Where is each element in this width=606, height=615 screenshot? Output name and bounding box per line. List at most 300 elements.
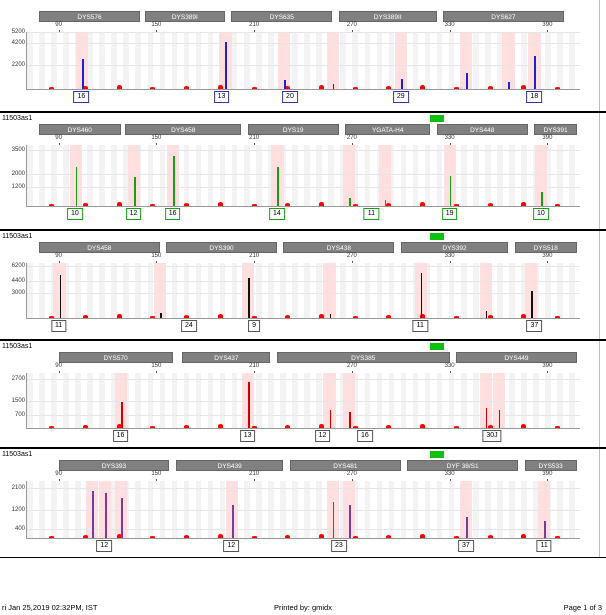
panel-right-rule: [599, 449, 600, 557]
allele-call-box[interactable]: 16: [357, 430, 373, 442]
marker-locus-label[interactable]: DYS448: [437, 124, 528, 135]
baseline-artifact: [386, 315, 391, 318]
allele-band: [379, 145, 391, 206]
x-axis-tick-label: 390: [542, 253, 553, 259]
bin-band: [148, 263, 154, 318]
bin-band: [304, 32, 310, 89]
marker-locus-label[interactable]: DYS518: [515, 242, 577, 253]
footer-timestamp: ri Jan 25,2019 02:32PM, IST: [2, 603, 98, 612]
peak-trace: [121, 402, 123, 428]
peak-trace: [330, 314, 332, 318]
allele-call-row: [26, 90, 580, 103]
allele-call-row: [26, 539, 580, 552]
bin-band: [557, 145, 563, 206]
x-axis-tick-label: 90: [55, 363, 62, 369]
baseline-artifact: [386, 425, 391, 428]
y-axis-tick-label: 4400: [11, 278, 25, 285]
bin-band: [256, 263, 262, 318]
baseline-artifact: [49, 426, 54, 428]
y-axis-tick-label: 4200: [11, 39, 25, 46]
marker-locus-label[interactable]: DYS393: [59, 460, 170, 471]
bin-band: [473, 32, 479, 89]
bin-band: [557, 32, 563, 89]
marker-locus-label[interactable]: DYS389I: [145, 11, 225, 22]
x-axis-tick-label: 390: [542, 363, 553, 369]
bin-band: [521, 145, 527, 206]
marker-locus-label[interactable]: DYS458: [125, 124, 241, 135]
baseline-artifact: [319, 424, 324, 428]
x-axis-tick-label: 270: [346, 363, 357, 369]
bin-band: [352, 32, 358, 89]
baseline-artifact: [83, 203, 88, 206]
allele-band: [480, 263, 492, 318]
marker-locus-label[interactable]: DYS576: [39, 11, 140, 22]
peak-trace: [330, 410, 332, 428]
allele-call-box[interactable]: 23: [331, 540, 347, 552]
allele-call-row: [26, 207, 580, 220]
bin-band: [340, 263, 346, 318]
x-axis-tick-label: 210: [249, 22, 260, 28]
allele-call-box[interactable]: 30J: [482, 430, 501, 442]
bin-band: [449, 263, 455, 318]
marker-locus-label[interactable]: DYS635: [231, 11, 332, 22]
y-axis-tick-label: 2700: [11, 375, 25, 382]
baseline-artifact: [319, 534, 324, 538]
x-axis-tick-label: 210: [249, 253, 260, 259]
y-axis-tick-label: 700: [14, 412, 25, 419]
marker-locus-label[interactable]: DYF 38/S1: [407, 460, 518, 471]
baseline-artifact: [555, 316, 560, 318]
allele-call-box[interactable]: 16: [113, 430, 129, 442]
baseline-artifact: [353, 426, 358, 428]
panel-right-rule: [599, 0, 600, 111]
marker-locus-label[interactable]: DYS460: [39, 124, 120, 135]
baseline-artifact: [488, 86, 493, 89]
y-gridline: [27, 510, 580, 511]
peak-trace: [466, 517, 468, 538]
bin-band: [27, 32, 33, 89]
bin-band: [316, 145, 322, 206]
status-flag-icon: [430, 451, 444, 458]
bin-band: [485, 32, 491, 89]
y-axis-tick-label: 400: [14, 525, 25, 532]
allele-call-box[interactable]: 37: [526, 320, 542, 332]
baseline-artifact: [454, 536, 459, 538]
peak-trace: [225, 42, 227, 89]
bin-band: [377, 32, 383, 89]
allele-call-box[interactable]: 12: [223, 540, 239, 552]
x-axis: [26, 135, 580, 145]
panel-3: [0, 230, 606, 340]
baseline-artifact: [252, 426, 257, 428]
baseline-artifact: [319, 85, 324, 89]
x-axis-tick-label: 330: [444, 363, 455, 369]
trace-plot[interactable]: [11, 263, 580, 319]
peak-trace: [134, 177, 136, 206]
allele-call-box[interactable]: 11: [364, 208, 379, 220]
allele-call-row: [26, 429, 580, 442]
x-axis-tick-label: 90: [55, 22, 62, 28]
bin-band: [425, 32, 431, 89]
bin-band: [244, 145, 250, 206]
y-gridline: [27, 401, 580, 402]
bin-band: [39, 32, 45, 89]
peak-trace: [531, 291, 533, 318]
bin-band: [172, 32, 178, 89]
allele-band: [502, 32, 514, 89]
marker-bar: [26, 352, 580, 363]
allele-call-box[interactable]: 14: [269, 208, 285, 220]
marker-locus-label[interactable]: DYS385: [277, 352, 450, 363]
bin-band: [340, 32, 346, 89]
marker-locus-label[interactable]: DYS392: [401, 242, 509, 253]
allele-call-box[interactable]: 37: [458, 540, 474, 552]
peak-trace: [349, 412, 351, 429]
marker-locus-label[interactable]: DYS391: [534, 124, 576, 135]
bin-band: [220, 145, 226, 206]
baseline-artifact: [386, 86, 391, 89]
baseline-artifact: [184, 86, 189, 89]
bin-band: [437, 145, 443, 206]
bin-band: [292, 32, 298, 89]
bin-band: [365, 263, 371, 318]
bin-band: [160, 145, 166, 206]
baseline-artifact: [285, 315, 290, 318]
panel-right-rule: [599, 113, 600, 229]
panel-header: [0, 231, 606, 242]
panel-2: [0, 112, 606, 230]
allele-call-box[interactable]: 13: [240, 430, 256, 442]
allele-call-box[interactable]: 16: [165, 208, 181, 220]
y-axis-tick-label: 2200: [11, 61, 25, 68]
bin-band: [196, 263, 202, 318]
sample-id-label: 11503as1: [2, 451, 33, 458]
bin-band: [377, 263, 383, 318]
status-flag-icon: [430, 115, 444, 122]
x-axis: [26, 22, 580, 32]
x-axis-tick-label: 150: [151, 471, 162, 477]
x-axis-tick-label: 150: [151, 253, 162, 259]
allele-call-box[interactable]: 13: [214, 91, 230, 103]
bin-band: [111, 32, 117, 89]
baseline-artifact: [117, 314, 122, 318]
bin-band: [208, 32, 214, 89]
peak-trace: [385, 200, 387, 206]
peak-trace: [248, 382, 250, 428]
panel-4: [0, 340, 606, 448]
x-axis-tick-label: 150: [151, 363, 162, 369]
bin-band: [232, 145, 238, 206]
bin-band: [87, 145, 93, 206]
bin-band: [39, 263, 45, 318]
marker-bar: [26, 124, 580, 135]
x-axis-tick-label: 330: [444, 471, 455, 477]
bin-band: [509, 145, 515, 206]
bin-band: [473, 263, 479, 318]
bin-band: [232, 32, 238, 89]
y-gridline: [27, 293, 580, 294]
bin-band: [148, 145, 154, 206]
trace-plot[interactable]: [11, 481, 580, 539]
allele-band: [323, 263, 335, 318]
bin-band: [135, 263, 141, 318]
marker-locus-label[interactable]: DYS458: [39, 242, 160, 253]
baseline-artifact: [285, 203, 290, 206]
bin-band: [135, 32, 141, 89]
baseline-artifact: [218, 534, 223, 538]
x-axis-tick-label: 390: [542, 471, 553, 477]
bin-band: [292, 145, 298, 206]
x-axis-tick-label: 270: [346, 471, 357, 477]
trace-plot[interactable]: [11, 29, 580, 90]
baseline-artifact: [488, 535, 493, 538]
bin-band: [316, 32, 322, 89]
allele-call-box[interactable]: 10: [533, 208, 549, 220]
baseline-artifact: [285, 535, 290, 538]
marker-locus-label[interactable]: DYS389II: [339, 11, 437, 22]
bin-band: [27, 145, 33, 206]
allele-call-box[interactable]: 18: [526, 91, 542, 103]
bin-band: [328, 145, 334, 206]
baseline-artifact: [521, 314, 526, 318]
bin-band: [389, 32, 395, 89]
panel-right-rule: [599, 341, 600, 447]
bin-band: [437, 263, 443, 318]
allele-call-box[interactable]: 19: [442, 208, 458, 220]
bin-band: [316, 263, 322, 318]
footer-page-number: Page 1 of 3: [563, 603, 602, 612]
y-axis-tick-label: 3500: [11, 146, 25, 153]
baseline-artifact: [252, 536, 257, 538]
allele-call-box[interactable]: 9: [248, 320, 260, 332]
bin-band: [304, 263, 310, 318]
baseline-artifact: [454, 316, 459, 318]
baseline-artifact: [150, 426, 155, 428]
peak-trace: [248, 278, 250, 318]
bin-band: [304, 145, 310, 206]
x-axis-tick-label: 390: [542, 22, 553, 28]
baseline-artifact: [488, 425, 493, 428]
bin-band: [365, 145, 371, 206]
bin-band: [87, 263, 93, 318]
bin-band: [292, 263, 298, 318]
baseline-artifact: [184, 535, 189, 538]
marker-locus-label[interactable]: DYS481: [290, 460, 401, 471]
footer-printed-by: Printed by: gmidx: [274, 603, 332, 612]
baseline-artifact: [49, 536, 54, 538]
bin-band: [268, 263, 274, 318]
sample-id-label: 11503as1: [2, 233, 33, 240]
baseline-artifact: [83, 425, 88, 428]
marker-locus-label[interactable]: DYS19: [248, 124, 339, 135]
baseline-artifact: [555, 426, 560, 428]
baseline-artifact: [184, 203, 189, 206]
allele-call-box[interactable]: 24: [181, 320, 197, 332]
baseline-artifact: [150, 87, 155, 89]
x-axis-tick-label: 150: [151, 135, 162, 141]
y-gridline: [27, 529, 580, 530]
peak-trace: [466, 73, 468, 89]
marker-locus-label[interactable]: DYS438: [283, 242, 394, 253]
x-axis: [26, 363, 580, 373]
allele-band: [343, 145, 355, 206]
peak-trace: [173, 156, 175, 206]
marker-bar: [26, 242, 580, 253]
y-axis-tick-label: 2100: [11, 485, 25, 492]
bin-band: [401, 145, 407, 206]
bin-band: [569, 263, 575, 318]
y-gridline: [27, 32, 580, 33]
bin-band: [148, 32, 154, 89]
marker-locus-label[interactable]: DYS390: [166, 242, 277, 253]
baseline-artifact: [454, 87, 459, 89]
allele-call-box[interactable]: 11: [537, 540, 552, 552]
bin-band: [473, 145, 479, 206]
allele-band: [327, 32, 339, 89]
bin-band: [545, 32, 551, 89]
bin-band: [75, 263, 81, 318]
allele-call-row: [26, 319, 580, 332]
bin-band: [123, 32, 129, 89]
bin-band: [196, 145, 202, 206]
x-axis-tick-label: 390: [542, 135, 553, 141]
marker-locus-label[interactable]: DYS570: [59, 352, 173, 363]
baseline-artifact: [184, 315, 189, 318]
y-gridline: [27, 379, 580, 380]
baseline-artifact: [49, 316, 54, 318]
trace-plot[interactable]: [11, 145, 580, 207]
baseline-artifact: [150, 316, 155, 318]
y-axis-tick-label: 1200: [11, 506, 25, 513]
peak-trace: [76, 167, 78, 206]
bin-band: [111, 145, 117, 206]
marker-locus-label[interactable]: YGATA-H4: [345, 124, 430, 135]
baseline-artifact: [488, 315, 493, 318]
bin-band: [184, 263, 190, 318]
baseline-artifact: [521, 534, 526, 538]
bin-band: [509, 263, 515, 318]
peak-trace: [499, 410, 501, 428]
panel-header: [0, 341, 606, 352]
bin-band: [244, 32, 250, 89]
marker-locus-label[interactable]: DYS449: [456, 352, 577, 363]
bin-band: [413, 145, 419, 206]
y-axis-tick-label: 2000: [11, 170, 25, 177]
allele-call-box[interactable]: 12: [315, 430, 331, 442]
peak-trace: [82, 59, 84, 89]
baseline-artifact: [218, 85, 223, 89]
allele-call-box[interactable]: 16: [73, 91, 89, 103]
bin-band: [497, 263, 503, 318]
peak-trace: [333, 502, 335, 538]
allele-call-box[interactable]: 10: [67, 208, 83, 220]
allele-call-box[interactable]: 12: [126, 208, 142, 220]
baseline-artifact: [353, 316, 358, 318]
x-axis-tick-label: 210: [249, 135, 260, 141]
marker-locus-label[interactable]: DYS627: [443, 11, 564, 22]
bin-band: [51, 32, 57, 89]
baseline-artifact: [285, 425, 290, 428]
allele-call-box[interactable]: 20: [282, 91, 298, 103]
bin-band: [437, 32, 443, 89]
peak-trace: [508, 82, 510, 89]
bin-band: [389, 263, 395, 318]
bin-band: [569, 145, 575, 206]
allele-call-box[interactable]: 11: [413, 320, 428, 332]
trace-plot[interactable]: [11, 373, 580, 429]
marker-locus-label[interactable]: DYS533: [525, 460, 577, 471]
y-gridline: [27, 281, 580, 282]
bin-band: [220, 263, 226, 318]
baseline-artifact: [150, 536, 155, 538]
x-axis-tick-label: 210: [249, 471, 260, 477]
bin-band: [63, 32, 69, 89]
bin-band: [256, 145, 262, 206]
marker-bar: [26, 11, 580, 22]
peak-trace: [105, 493, 107, 538]
bin-band: [365, 32, 371, 89]
y-gridline: [27, 415, 580, 416]
peak-trace: [232, 505, 234, 538]
baseline-artifact: [521, 424, 526, 428]
baseline-artifact: [555, 204, 560, 206]
peak-trace: [544, 521, 546, 538]
baseline-artifact: [353, 87, 358, 89]
baseline-artifact: [218, 424, 223, 428]
baseline-artifact: [83, 315, 88, 318]
x-axis: [26, 253, 580, 263]
baseline-artifact: [555, 536, 560, 538]
baseline-artifact: [353, 204, 358, 206]
y-gridline: [27, 65, 580, 66]
x-axis-tick-label: 90: [55, 471, 62, 477]
marker-locus-label[interactable]: DYS439: [176, 460, 284, 471]
bin-band: [172, 263, 178, 318]
y-gridline: [27, 488, 580, 489]
allele-call-box[interactable]: 29: [393, 91, 409, 103]
baseline-artifact: [218, 202, 223, 206]
x-axis: [26, 471, 580, 481]
y-gridline: [27, 187, 580, 188]
baseline-artifact: [218, 314, 223, 318]
baseline-artifact: [521, 85, 526, 89]
baseline-artifact: [252, 87, 257, 89]
baseline-artifact: [285, 86, 290, 89]
x-axis-tick-label: 210: [249, 363, 260, 369]
x-axis-tick-label: 150: [151, 22, 162, 28]
x-axis-tick-label: 270: [346, 253, 357, 259]
baseline-artifact: [420, 424, 425, 428]
allele-call-box[interactable]: 11: [51, 320, 66, 332]
bin-band: [51, 145, 57, 206]
bin-band: [99, 263, 105, 318]
x-axis-tick-label: 330: [444, 22, 455, 28]
status-flag-icon: [430, 343, 444, 350]
bin-band: [208, 263, 214, 318]
marker-locus-label[interactable]: DYS437: [182, 352, 270, 363]
baseline-artifact: [454, 426, 459, 428]
bin-band: [461, 263, 467, 318]
x-axis-tick-label: 90: [55, 253, 62, 259]
peak-trace: [349, 198, 351, 206]
baseline-artifact: [386, 203, 391, 206]
panel-header: [0, 113, 606, 124]
status-flag-icon: [430, 233, 444, 240]
allele-call-box[interactable]: 12: [96, 540, 112, 552]
peak-trace: [486, 311, 488, 318]
peak-trace: [160, 313, 162, 318]
baseline-artifact: [521, 202, 526, 206]
